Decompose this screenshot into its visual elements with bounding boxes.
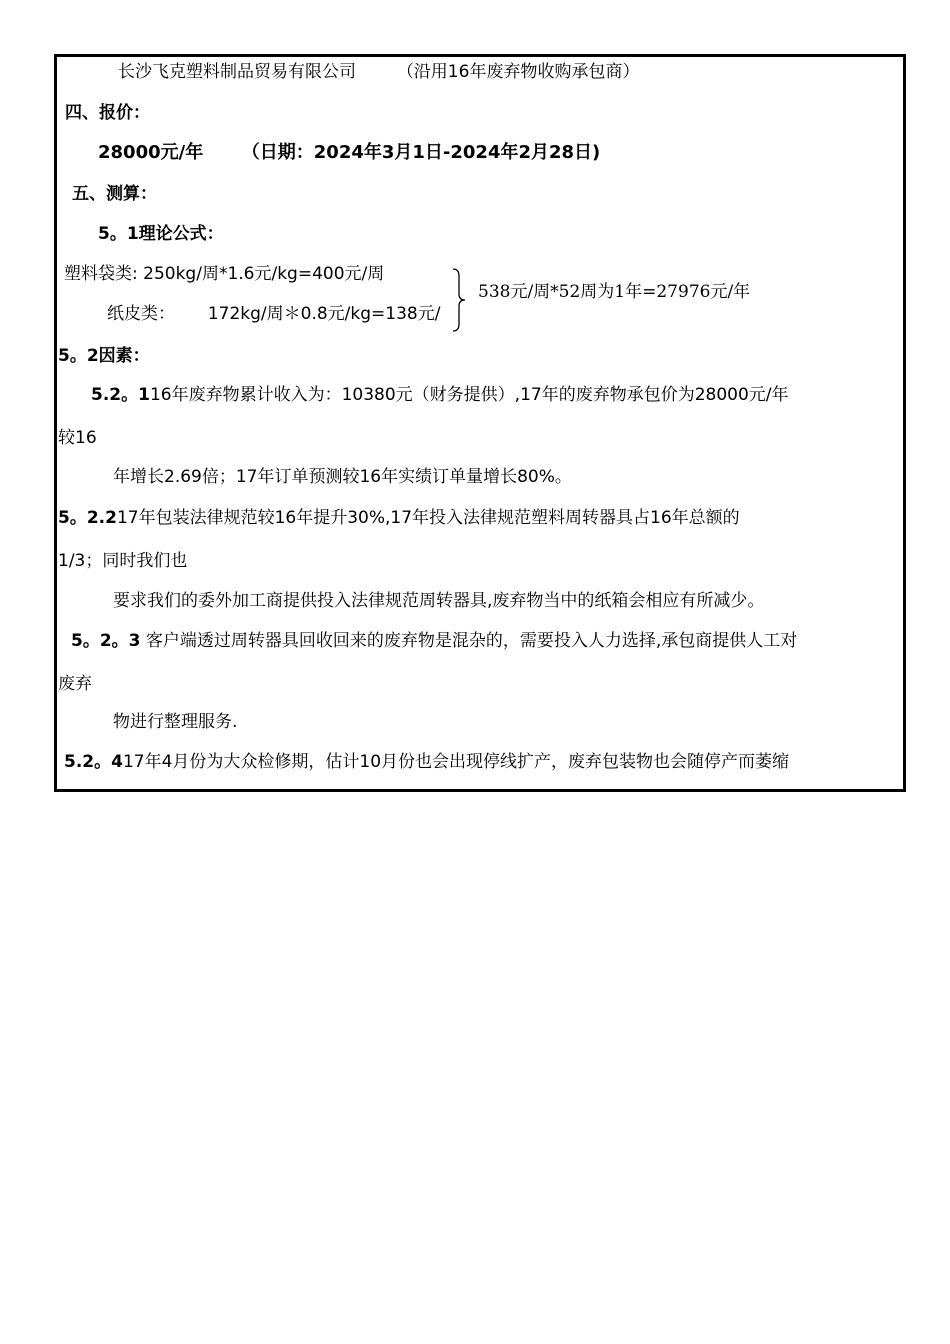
- formula-row-paper: [107, 303, 440, 325]
- factor-2-line1: [58, 507, 740, 529]
- factor-1-number: 5.2。1: [91, 385, 150, 405]
- factor-3-text: 客户端透过周转器具回收回来的废弃物是混杂的，需要投入人力选择,承包商提供人工对: [145, 631, 798, 651]
- curly-brace-icon: [451, 268, 467, 332]
- s52-heading: 5。2因素：: [58, 346, 150, 366]
- contractor-note: （沿用16年废弃物收购承包商）: [396, 62, 640, 82]
- formula-paper-value: 172kg/周＊0.8元/kg=138元/: [207, 304, 441, 324]
- factor-3-line3: 物进行整理服务.: [113, 712, 238, 732]
- section4-heading: 四、报价：: [65, 103, 150, 123]
- factor-3-line1: [71, 630, 797, 652]
- s51-heading: 5。1理论公式：: [98, 224, 224, 244]
- factor-2-line2: 1/3；同时我们也: [58, 551, 188, 571]
- factor-1-line2: 较16: [58, 428, 97, 448]
- formula-paper-label: 纸皮类：: [107, 304, 175, 324]
- factor-2-text: 17年包装法律规范较16年提升30%,17年投入法律规范塑料周转器具占16年总额的: [116, 508, 740, 528]
- quote-period: （日期：2024年3月1日-2024年2月28日): [241, 142, 601, 163]
- section5-heading: 五、测算：: [72, 184, 157, 204]
- factor-4-text: 17年4月份为大众检修期，估计10月份也会出现停线扩产，废弃包装物也会随停产而萎缩: [122, 752, 790, 772]
- factor-1-text: 16年废弃物累计收入为：10380元（财务提供）,17年的废弃物承包价为28000元/年: [149, 385, 789, 405]
- formula-result: 538元/周*52周为1年=27976元/年: [478, 282, 751, 302]
- factor-3-number: 5。2。3: [71, 631, 141, 651]
- formula-row-plastic: 塑料袋类: 250kg/周*1.6元/kg=400元/周: [64, 264, 385, 284]
- contractor-line: [118, 61, 639, 83]
- factor-4-line1: [64, 751, 789, 773]
- factor-1-line3: 年增长2.69倍；17年订单预测较16年实绩订单量增长80%。: [113, 467, 572, 487]
- contractor-company: 长沙飞克塑料制品贸易有限公司: [118, 62, 356, 82]
- factor-1-line1: [91, 384, 789, 406]
- factor-2-line3: 要求我们的委外加工商提供投入法律规范周转器具,废弃物当中的纸箱会相应有所减少。: [113, 591, 765, 611]
- document-frame: [54, 54, 906, 792]
- factor-4-number: 5.2。4: [64, 752, 123, 772]
- quote-line: [98, 142, 600, 164]
- factor-3-line2: 废弃: [58, 674, 92, 694]
- factor-2-number: 5。2.2: [58, 508, 117, 528]
- quote-price: 28000元/年: [98, 142, 204, 163]
